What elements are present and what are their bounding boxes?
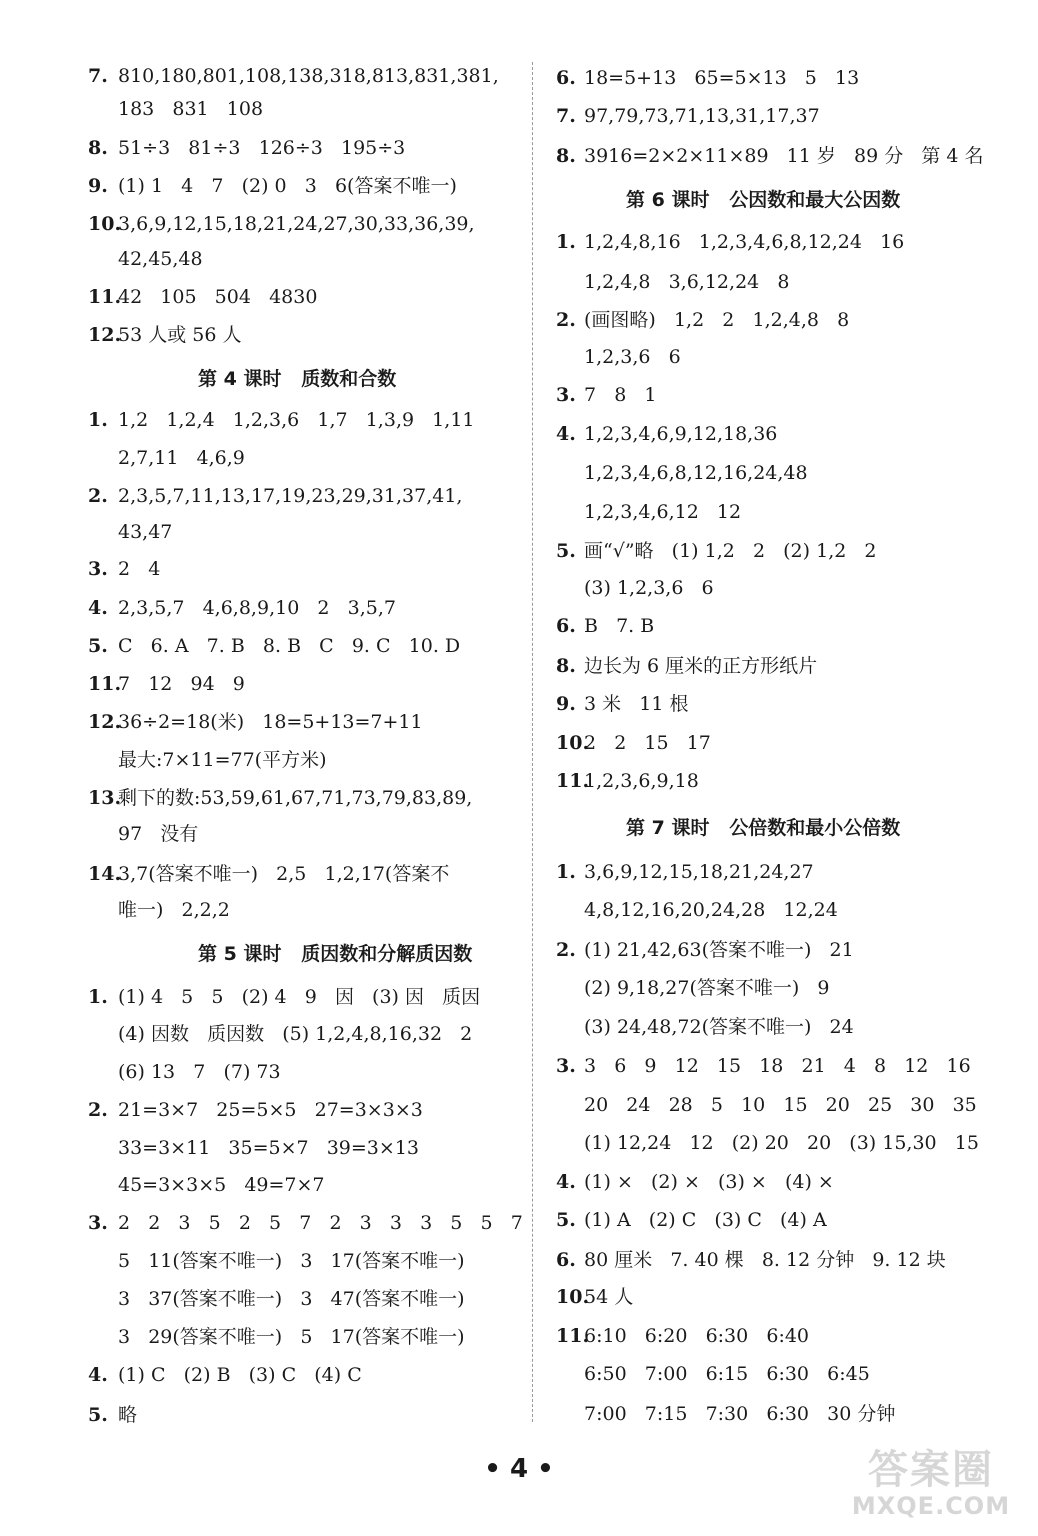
answer-line [88,1211,523,1235]
answer-line [118,247,203,271]
answer-line [584,270,789,294]
question-number: 11. [556,1325,590,1347]
answer-text: (1) 12,24 12 (2) 20 20 (3) 15,30 15 [584,1132,979,1154]
answer-text: 97,79,73,71,13,31,17,37 [584,105,820,127]
answer-text: 1,2,3,6 6 [584,346,681,368]
answer-text: 42 105 504 4830 [118,286,318,308]
answer-text: (4) 因数 质因数 (5) 1,2,4,8,16,32 2 [118,1023,473,1045]
question-number: 13. [88,787,122,809]
answer-line [556,230,904,254]
answer-line [118,1249,465,1273]
answer-text: 2 2 15 17 [584,732,711,754]
question-number: 9. [88,175,108,197]
answer-text: 3 米 11 根 [584,693,689,715]
answer-line [118,898,230,922]
answer-line [584,345,681,369]
answer-text: (3) 1,2,3,6 6 [584,577,714,599]
question-number: 10. [88,213,122,235]
question-number: 1. [88,409,108,431]
answer-text: 2 4 [118,558,161,580]
answer-line [88,64,499,88]
answer-text: 1,2,4,8,16 1,2,3,4,6,8,12,24 16 [584,231,905,253]
answer-text: 36÷2=18(米) 18=5+13=7+11 [118,711,423,733]
answer-line [88,985,480,1009]
question-number: 2. [88,485,108,507]
answer-line [556,1054,971,1078]
question-number: 1. [556,231,576,253]
answer-line [584,1402,895,1426]
answer-text: 最大:7×11=77(平方米) [118,749,327,771]
answer-line [118,1060,281,1084]
question-number: 7. [88,65,108,87]
answer-line [584,898,838,922]
question-number: 5. [556,1209,576,1231]
answer-line [88,285,317,309]
answer-line [88,1098,423,1122]
question-number: 12. [88,711,122,733]
answer-text: 18=5+13 65=5×13 5 13 [584,67,860,89]
answer-line [88,174,457,198]
answer-line [88,710,423,734]
answer-text: 3916=2×2×11×89 11 岁 89 分 第 4 名 [584,145,984,167]
answer-text: (1) 1 4 7 (2) 0 3 6(答案不唯一) [118,175,457,197]
page-number: • 4 • [484,1454,554,1484]
question-number: 4. [556,423,576,445]
answer-text: 3,6,9,12,15,18,21,24,27 [584,861,814,883]
answer-text: 20 24 28 5 10 15 20 25 30 35 [584,1094,977,1116]
answer-line [556,144,984,168]
answer-line [556,539,877,563]
answer-line [556,731,711,755]
answer-text: 21=3×7 25=5×5 27=3×3×3 [118,1099,423,1121]
answer-line [556,308,849,332]
answer-text: 4,8,12,16,20,24,28 12,24 [584,899,838,921]
question-number: 6. [556,67,576,89]
answer-text: 唯一) 2,2,2 [118,899,230,921]
answer-text: 43,47 [118,521,173,543]
answer-text: 80 厘米 7. 40 棵 8. 12 分钟 9. 12 块 [584,1249,946,1271]
answer-line [118,1325,465,1349]
answer-text: (1) 4 5 5 (2) 4 9 因 (3) 因 质因 [118,986,481,1008]
answer-text: 略 [118,1404,138,1426]
answer-text: (2) 9,18,27(答案不唯一) 9 [584,977,830,999]
question-number: 8. [88,137,108,159]
answer-line [118,446,245,470]
question-number: 5. [88,635,108,657]
question-number: 3. [556,1055,576,1077]
answer-text: 7 12 94 9 [118,673,245,695]
answer-text: 33=3×11 35=5×7 39=3×13 [118,1137,419,1159]
answer-line [118,1287,465,1311]
answer-line [88,786,472,810]
answer-line [118,1173,325,1197]
answer-line [584,1015,854,1039]
answer-line [556,654,817,678]
answer-line [88,672,245,696]
answer-text: 边长为 6 厘米的正方形纸片 [584,655,818,677]
question-number: 8. [556,145,576,167]
answer-line [556,1248,946,1272]
answer-line [88,484,462,508]
answer-text: 6:10 6:20 6:30 6:40 [584,1325,810,1347]
answer-line [584,976,830,1000]
answer-line [584,1093,977,1117]
answer-line [118,97,263,121]
answer-text: 810,180,801,108,138,318,813,831,381, [118,65,499,87]
answer-text: 3,7(答案不唯一) 2,5 1,2,17(答案不 [118,863,450,885]
question-number: 5. [556,540,576,562]
answer-line [88,596,396,620]
answer-line [118,1136,419,1160]
question-number: 2. [556,939,576,961]
answer-line [584,576,714,600]
answer-line [556,104,820,128]
question-number: 10. [556,732,590,754]
answer-line [584,500,741,524]
question-number: 11. [88,673,122,695]
watermark-logo [836,1448,1026,1528]
watermark-logo-text: 答案圈 [868,1447,994,1493]
answer-text: (1) × (2) × (3) × (4) × [584,1171,834,1193]
answer-text: 54 人 [584,1286,634,1308]
question-number: 14. [88,863,122,885]
answer-text: (1) A (2) C (3) C (4) A [584,1209,827,1231]
question-number: 11. [556,770,590,792]
question-number: 2. [556,309,576,331]
question-number: 9. [556,693,576,715]
question-number: 6. [556,615,576,637]
watermark-site-text: MXQE.COM [851,1492,1011,1520]
answer-text: 1,2,3,6,9,18 [584,770,699,792]
question-number: 4. [88,1364,108,1386]
answer-text: 45=3×3×5 49=7×7 [118,1174,325,1196]
question-number: 3. [88,558,108,580]
answer-line [556,614,654,638]
answer-line [556,422,777,446]
question-number: 7. [556,105,576,127]
answer-text: (3) 24,48,72(答案不唯一) 24 [584,1016,854,1038]
answer-text: 3,6,9,12,15,18,21,24,27,30,33,36,39, [118,213,475,235]
answer-line [88,1363,362,1387]
question-number: 11. [88,286,122,308]
answer-text: 剩下的数:53,59,61,67,71,73,79,83,89, [118,787,473,809]
answer-text: 1,2,3,4,6,8,12,16,24,48 [584,462,808,484]
answer-line [88,212,475,236]
question-number: 6. [556,1249,576,1271]
answer-text: 7 8 1 [584,384,657,406]
answer-text: 53 人或 56 人 [118,324,242,346]
answer-text: 183 831 108 [118,98,264,120]
question-number: 4. [556,1171,576,1193]
answer-text: 51÷3 81÷3 126÷3 195÷3 [118,137,406,159]
answer-line [584,1131,979,1155]
section-heading: 第 7 课时 公倍数和最小公倍数 [626,817,901,839]
answer-text: 5 11(答案不唯一) 3 17(答案不唯一) [118,1250,465,1272]
answer-line [88,862,449,886]
answer-text: 3 29(答案不唯一) 5 17(答案不唯一) [118,1326,465,1348]
answer-text: 3 6 9 12 15 18 21 4 8 12 16 [584,1055,971,1077]
answer-text: (6) 13 7 (7) 73 [118,1061,281,1083]
answer-line [556,1285,633,1309]
question-number: 5. [88,1404,108,1426]
question-number: 12. [88,324,122,346]
answer-line [88,136,405,160]
answer-text: 2,3,5,7 4,6,8,9,10 2 3,5,7 [118,597,396,619]
question-number: 1. [556,861,576,883]
question-number: 4. [88,597,108,619]
answer-line [88,634,460,658]
answer-text: 2,7,11 4,6,9 [118,447,245,469]
answer-text: (画图略) 1,2 2 1,2,4,8 8 [584,309,850,331]
question-number: 3. [88,1212,108,1234]
question-number: 8. [556,655,576,677]
answer-line [556,1208,827,1232]
answer-text: 1,2 1,2,4 1,2,3,6 1,7 1,3,9 1,11 [118,409,475,431]
section-heading: 第 4 课时 质数和合数 [198,368,397,390]
answer-line [556,1170,834,1194]
answer-text: 画“√”略 (1) 1,2 2 (2) 1,2 2 [584,540,877,562]
answer-line [556,769,699,793]
answer-line [88,323,241,347]
answer-line [88,1403,137,1427]
answer-line [88,408,475,432]
answer-line [556,860,814,884]
answer-text: 2,3,5,7,11,13,17,19,23,29,31,37,41, [118,485,463,507]
answer-text: 3 37(答案不唯一) 3 47(答案不唯一) [118,1288,465,1310]
question-number: 1. [88,986,108,1008]
answer-text: 7:00 7:15 7:30 6:30 30 分钟 [584,1403,896,1425]
answer-line [118,748,327,772]
question-number: 10. [556,1286,590,1308]
answer-line [556,383,657,407]
answer-text: B 7. B [584,615,655,637]
answer-text: (1) C (2) B (3) C (4) C [118,1364,362,1386]
answer-line [584,461,808,485]
column-divider [532,62,533,1422]
answer-line [118,520,172,544]
answer-line [118,1022,472,1046]
answer-line [556,692,688,716]
answer-line [556,938,854,962]
answer-line [556,1324,809,1348]
section-heading: 第 5 课时 质因数和分解质因数 [198,943,473,965]
question-number: 2. [88,1099,108,1121]
answer-line [88,557,160,581]
answer-text: 1,2,3,4,6,9,12,18,36 [584,423,778,445]
answer-line [556,66,859,90]
answer-text: C 6. A 7. B 8. B C 9. C 10. D [118,635,461,657]
section-heading: 第 6 课时 公因数和最大公因数 [626,189,901,211]
answer-line [118,822,198,846]
answer-text: 6:50 7:00 6:15 6:30 6:45 [584,1363,870,1385]
answer-text: 1,2,3,4,6,12 12 [584,501,742,523]
answer-text: (1) 21,42,63(答案不唯一) 21 [584,939,854,961]
question-number: 3. [556,384,576,406]
answer-text: 1,2,4,8 3,6,12,24 8 [584,271,790,293]
answer-text: 97 没有 [118,823,199,845]
answer-line [584,1362,870,1386]
answer-text: 42,45,48 [118,248,203,270]
answer-text: 2 2 3 5 2 5 7 2 3 3 3 5 5 7 [118,1212,523,1234]
